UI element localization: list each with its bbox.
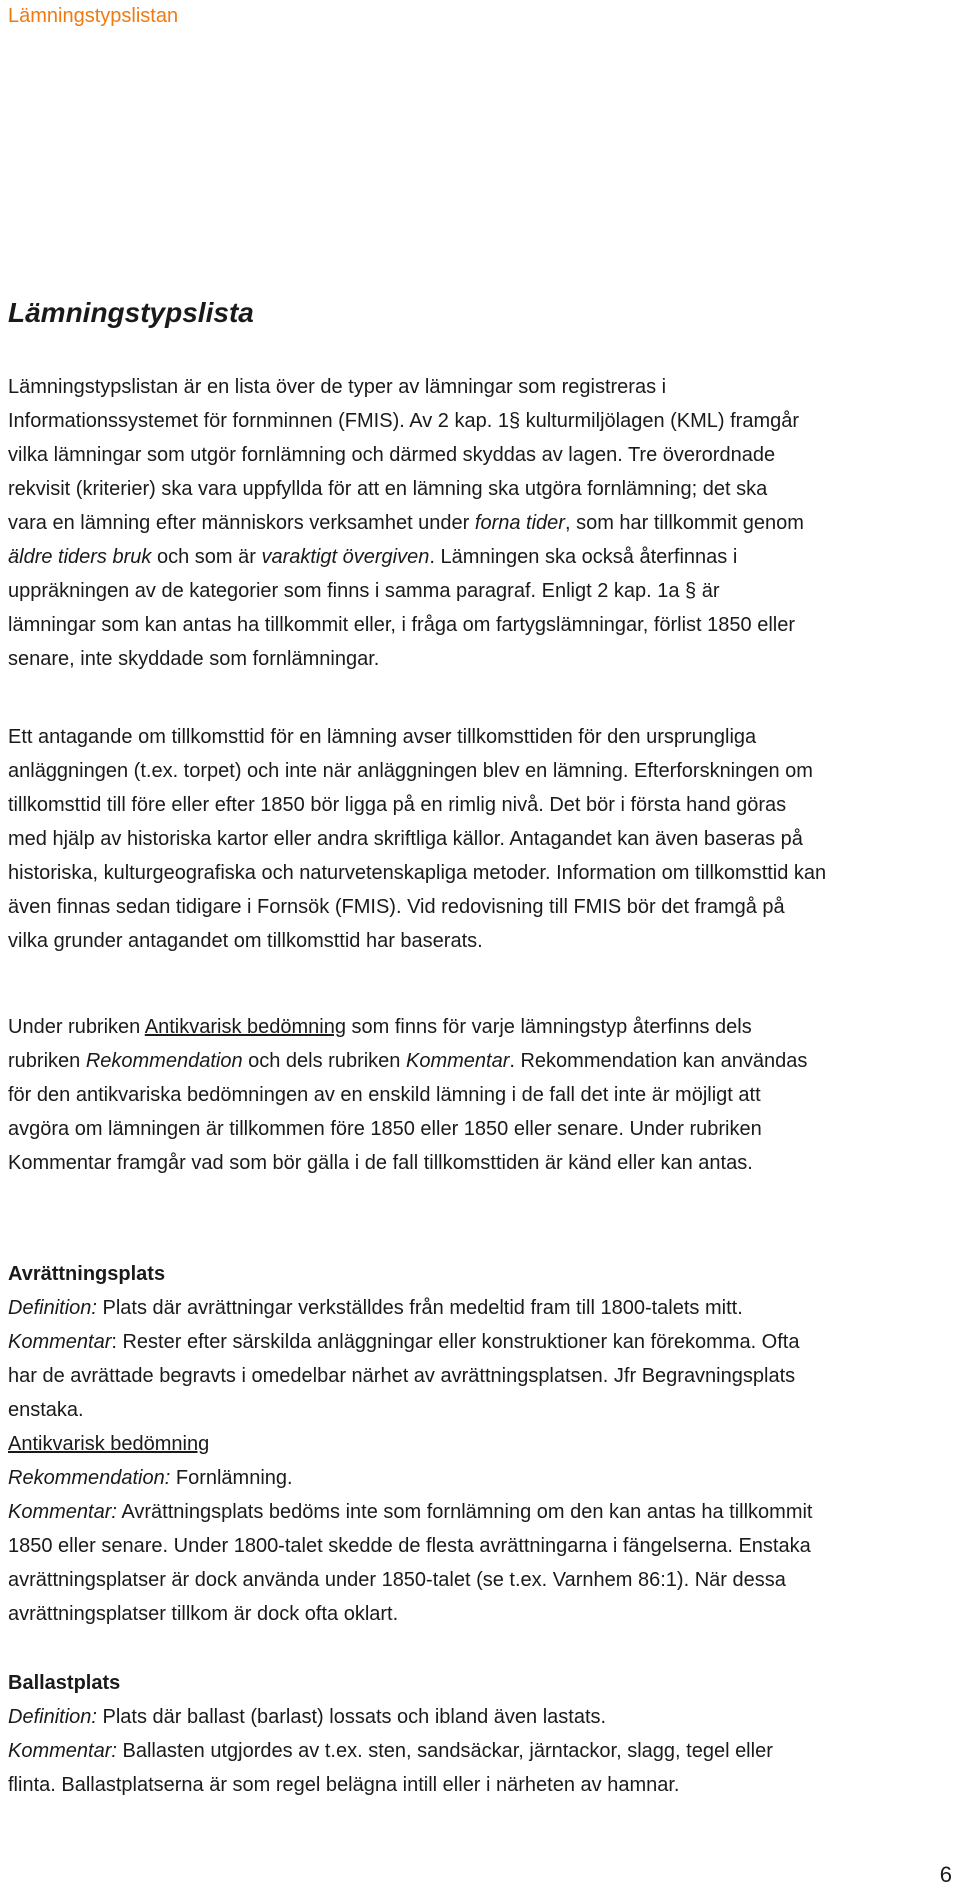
text-span: , som har tillkommit genom xyxy=(564,512,804,534)
text-line: enstaka. xyxy=(8,1399,84,1421)
definition-label: Definition: xyxy=(8,1297,97,1319)
italic-term: Kommentar xyxy=(405,1050,510,1072)
text-line xyxy=(8,1044,958,1078)
underlined-term: Antikvarisk bedömning xyxy=(144,1016,346,1038)
rubrik-paragraph xyxy=(8,1010,958,1180)
entry-avrattningsplats xyxy=(8,1257,958,1631)
text-line: Ett antagande om tillkomsttid för en lämning avser tillkomsttiden för den ursprungliga xyxy=(8,726,757,748)
text-line: rekvisit (kriterier) ska vara uppfyllda för att en lämning ska utgöra fornlämning; det ska xyxy=(8,478,768,500)
comment-text: Avrättningsplats bedöms inte som fornlämning om den kan antas ha tillkommit xyxy=(116,1501,813,1523)
text-line: Informationssystemet för fornminnen (FMIS). Av 2 kap. 1§ kulturmiljölagen (KML) framgår xyxy=(8,410,800,432)
comment-line xyxy=(8,1734,958,1768)
definition-label: Definition: xyxy=(8,1706,97,1728)
definition-text: Plats där avrättningar verkställdes från medeltid fram till 1800-talets mitt. xyxy=(96,1297,743,1319)
text-span: som finns för varje lämningstyp återfinns dels xyxy=(345,1016,752,1038)
antikvarisk-bedomning-label: Antikvarisk bedömning xyxy=(8,1433,210,1455)
document-title: Lämningstypslista xyxy=(8,297,254,328)
recommendation-label: Rekommendation: xyxy=(8,1467,171,1489)
antagande-paragraph xyxy=(8,720,958,958)
recommendation-text: Fornlämning. xyxy=(170,1467,293,1489)
text-span: vara en lämning efter människors verksamhet under xyxy=(8,512,475,534)
recommendation-line xyxy=(8,1461,958,1495)
text-line: vilka grunder antagandet om tillkomsttid har baserats. xyxy=(8,930,483,952)
comment-label: Kommentar: xyxy=(8,1740,117,1762)
text-span: . Lämningen ska också återfinnas i xyxy=(429,546,738,568)
entry-heading: Avrättningsplats xyxy=(8,1263,166,1285)
text-line: tillkomsttid till före eller efter 1850 bör ligga på en rimlig nivå. Det bör i första hand göras xyxy=(8,794,787,816)
italic-term: varaktigt övergiven xyxy=(261,546,430,568)
text-line: avrättningsplatser tillkom är dock ofta oklart. xyxy=(8,1603,399,1625)
comment-label: Kommentar xyxy=(8,1331,112,1353)
running-header: Lämningstypslistan xyxy=(8,5,179,27)
comment-label: Kommentar: xyxy=(8,1501,117,1523)
text-span: rubriken xyxy=(8,1050,86,1072)
text-line: har de avrättade begravts i omedelbar närhet av avrättningsplatsen. Jfr Begravningsplats xyxy=(8,1365,796,1387)
text-line: historiska, kulturgeografiska och naturvetenskapliga metoder. Information om tillkomsttid kan xyxy=(8,862,827,884)
text-line: Kommentar framgår vad som bör gälla i de fall tillkomsttiden är känd eller kan antas. xyxy=(8,1152,753,1174)
comment-line xyxy=(8,1325,958,1359)
italic-term: forna tider xyxy=(474,512,565,534)
text-line: senare, inte skyddade som fornlämningar. xyxy=(8,648,380,670)
entry-heading: Ballastplats xyxy=(8,1672,121,1694)
text-span: . Rekommendation kan användas xyxy=(509,1050,808,1072)
text-line xyxy=(8,540,958,574)
italic-term: Rekommendation xyxy=(85,1050,243,1072)
comment-text: : Rester efter särskilda anläggningar eller konstruktioner kan förekomma. Ofta xyxy=(111,1331,800,1353)
page-number: 6 xyxy=(939,1862,952,1887)
text-line xyxy=(8,1010,958,1044)
entry-ballastplats xyxy=(8,1666,958,1802)
definition-text: Plats där ballast (barlast) lossats och ibland även lastats. xyxy=(96,1706,607,1728)
text-line: även finnas sedan tidigare i Fornsök (FMIS). Vid redovisning till FMIS bör det framgå på xyxy=(8,896,785,918)
text-line: flinta. Ballastplatserna är som regel belägna intill eller i närheten av hamnar. xyxy=(8,1774,680,1796)
intro-paragraph xyxy=(8,370,958,676)
italic-term: äldre tiders bruk xyxy=(8,546,152,568)
text-line: avgöra om lämningen är tillkommen före 1850 eller 1850 eller senare. Under rubriken xyxy=(8,1118,762,1140)
comment-text: Ballasten utgjordes av t.ex. sten, sandsäckar, järntackor, slagg, tegel eller xyxy=(116,1740,773,1762)
text-span: Under rubriken xyxy=(8,1016,145,1038)
text-line: anläggningen (t.ex. torpet) och inte när anläggningen blev en lämning. Efterforskningen om xyxy=(8,760,813,782)
text-line: avrättningsplatser är dock använda under 1850-talet (se t.ex. Varnhem 86:1). När dessa xyxy=(8,1569,786,1591)
text-line: Lämningstypslistan är en lista över de typer av lämningar som registreras i xyxy=(8,376,667,398)
text-line xyxy=(8,506,958,540)
definition-line xyxy=(8,1700,958,1734)
text-span: och som är xyxy=(151,546,262,568)
text-span: och dels rubriken xyxy=(242,1050,406,1072)
text-line: med hjälp av historiska kartor eller andra skriftliga källor. Antagandet kan även baseras på xyxy=(8,828,803,850)
text-line: för den antikvariska bedömningen av en enskild lämning i de fall det inte är möjligt att xyxy=(8,1084,761,1106)
text-line: vilka lämningar som utgör fornlämning och därmed skyddas av lagen. Tre överordnade xyxy=(8,444,776,466)
definition-line xyxy=(8,1291,958,1325)
text-line: lämningar som kan antas ha tillkommit eller, i fråga om fartygslämningar, förlist 1850 eller xyxy=(8,614,796,636)
text-line: 1850 eller senare. Under 1800-talet skedde de flesta avrättningarna i fängelserna. Enstaka xyxy=(8,1535,811,1557)
comment-line xyxy=(8,1495,958,1529)
text-line: uppräkningen av de kategorier som finns i samma paragraf. Enligt 2 kap. 1a § är xyxy=(8,580,720,602)
